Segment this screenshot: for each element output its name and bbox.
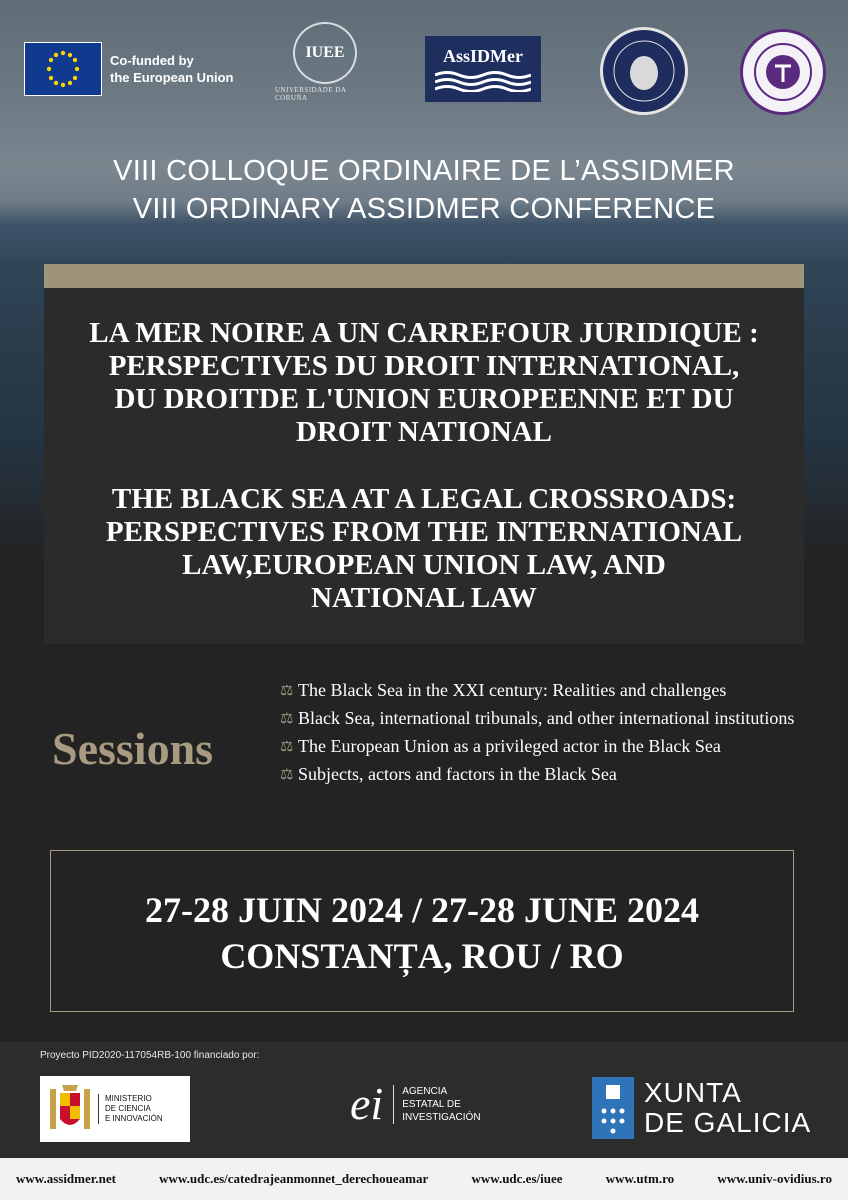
- xunta-line: XUNTA: [644, 1077, 742, 1108]
- eu-stars-icon: [25, 43, 101, 95]
- main-title-french: [44, 317, 804, 449]
- event-date: 27-28 JUIN 2024 / 27-28 JUNE 2024: [145, 890, 699, 930]
- ministerio-text: [98, 1094, 163, 1124]
- agencia-line: AGENCIA: [402, 1085, 448, 1097]
- link-assidmer[interactable]: www.assidmer.net: [16, 1171, 116, 1186]
- iuee-seal: [293, 22, 357, 84]
- title-en-line: NATIONAL LAW: [311, 582, 537, 614]
- agencia-logo: [350, 1070, 510, 1138]
- xunta-logo: [592, 1075, 822, 1141]
- agencia-line: INVESTIGACIÓN: [402, 1111, 481, 1123]
- eu-cofunded-text: [110, 52, 260, 86]
- title-en-line: THE BLACK SEA AT A LEGAL CROSSROADS:: [111, 483, 737, 515]
- event-info-box: [50, 850, 794, 1012]
- title-fr-line: DU DROITDE L'UNION EUROPEENNE ET DU: [114, 383, 734, 415]
- title-fr-line: DROIT NATIONAL: [296, 416, 552, 448]
- waves-icon: [435, 70, 531, 92]
- session-item: [280, 680, 800, 702]
- assidmer-brand: AssIDMer: [443, 46, 523, 66]
- session-text: The European Union as a privileged actor in the Black Sea: [298, 736, 721, 756]
- conference-title-en: VIII ORDINARY ASSIDMER CONFERENCE: [132, 193, 716, 225]
- title-fr-line: PERSPECTIVES DU DROIT INTERNATIONAL,: [108, 350, 740, 382]
- link-udc-catedra[interactable]: www.udc.es/catedrajeanmonnet_derechoueamar: [159, 1171, 429, 1186]
- scales-icon: ⚖: [280, 711, 294, 727]
- sessions-heading: Sessions: [52, 723, 214, 774]
- ministerio-line: MINISTERIO: [105, 1094, 152, 1103]
- conference-title-fr: VIII COLLOQUE ORDINAIRE DE L’ASSIDMER: [113, 155, 735, 187]
- session-item: [280, 708, 800, 730]
- utm-emblem-icon: [743, 32, 823, 112]
- title-fr-line: LA MER NOIRE A UN CARREFOUR JURIDIQUE :: [89, 317, 759, 349]
- iuee-logo: [275, 22, 375, 102]
- funding-note: Proyecto PID2020-117054RB-100 financiado por:: [40, 1050, 260, 1061]
- utm-university-seal: [740, 29, 826, 115]
- session-item: [280, 736, 800, 758]
- ministerio-line: DE CIENCIA: [105, 1104, 151, 1113]
- ministerio-line: E INNOVACIÓN: [105, 1114, 163, 1123]
- ovidius-university-seal: [600, 27, 688, 115]
- title-en-line: PERSPECTIVES FROM THE INTERNATIONAL: [105, 516, 743, 548]
- assidmer-logo: [425, 36, 541, 102]
- event-location: CONSTANȚA, ROU / RO: [220, 936, 624, 976]
- gold-accent-bar: [44, 264, 804, 288]
- xunta-line: DE GALICIA: [644, 1107, 812, 1138]
- scales-icon: ⚖: [280, 739, 294, 755]
- link-utm[interactable]: www.utm.ro: [605, 1171, 675, 1186]
- sessions-list: [280, 680, 800, 792]
- conference-title: [0, 152, 848, 228]
- agencia-text: [393, 1085, 480, 1124]
- ministerio-logo: [40, 1076, 190, 1142]
- session-text: The Black Sea in the XXI century: Realities and challenges: [298, 680, 727, 700]
- ovidius-head-icon: [603, 30, 685, 112]
- main-title-english: [44, 483, 804, 615]
- galicia-crest-icon: [592, 1077, 634, 1139]
- title-en-line: LAW,EUROPEAN UNION LAW, AND: [182, 549, 666, 581]
- scales-icon: ⚖: [280, 683, 294, 699]
- link-univ-ovidius[interactable]: www.univ-ovidius.ro: [717, 1171, 832, 1186]
- agencia-line: ESTATAL DE: [402, 1098, 461, 1110]
- eu-text-line2: the European Union: [110, 70, 234, 85]
- iuee-subtitle: UNIVERSIDADE DA CORUÑA: [275, 86, 347, 102]
- session-text: Black Sea, international tribunals, and other international institutions: [298, 708, 795, 728]
- spain-coat-of-arms-icon: [46, 1081, 94, 1137]
- agencia-mark-icon: ei: [350, 1078, 384, 1129]
- session-text: Subjects, actors and factors in the Black Sea: [298, 764, 617, 784]
- website-links-bar: [0, 1158, 848, 1200]
- eu-flag-logo: [24, 42, 102, 96]
- session-item: [280, 764, 800, 786]
- link-udc-iuee[interactable]: www.udc.es/iuee: [471, 1171, 563, 1186]
- iuee-label: IUEE: [305, 44, 345, 61]
- xunta-text: [644, 1078, 811, 1138]
- scales-icon: ⚖: [280, 767, 294, 783]
- eu-text-line1: Co-funded by: [110, 53, 194, 68]
